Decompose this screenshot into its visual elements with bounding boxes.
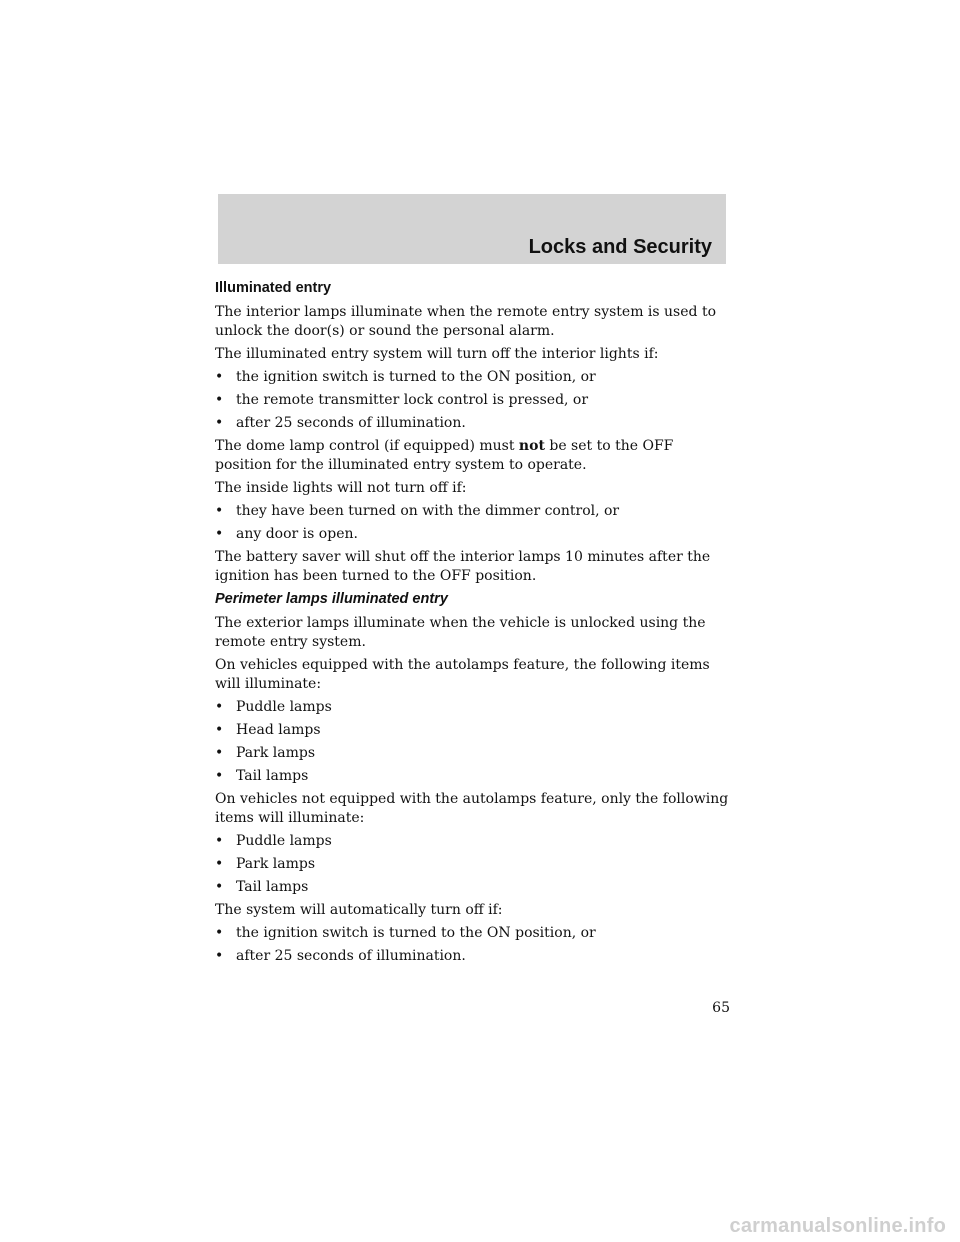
paragraph: The exterior lamps illuminate when the vehicle is unlocked using the remote entry system. [215,615,706,650]
paragraph: The illuminated entry system will turn off the interior lights if: [215,346,659,362]
list-item: • Puddle lamps [215,699,332,715]
emphasis-not: not [518,438,545,454]
watermark: carmanualsonline.info [729,1215,946,1237]
list-item: • Park lamps [215,745,316,761]
bullet-list [215,832,730,897]
bullet-list [215,698,730,786]
bullet-list [215,368,730,433]
list-item: • Park lamps [215,856,316,872]
list-item: • the ignition switch is turned to the ON position, or [215,369,596,385]
bullet-list [215,924,730,966]
paragraph: The interior lamps illuminate when the remote entry system is used to unlock the door(s) or sound the personal alarm. [215,304,716,339]
page-number: 65 [712,1000,730,1016]
paragraph: On vehicles not equipped with the autolamps feature, only the following items will illuminate: [215,791,729,826]
list-item: • any door is open. [215,526,358,542]
paragraph: The inside lights will not turn off if: [215,480,467,496]
list-item: • Puddle lamps [215,833,332,849]
paragraph: The system will automatically turn off if: [215,902,503,918]
section-title: Locks and Security [528,236,712,258]
page-content [215,276,730,970]
list-item: • Tail lamps [215,768,309,784]
paragraph: The battery saver will shut off the interior lamps 10 minutes after the ignition has been turned to the OFF position. [215,549,711,584]
list-item: • the remote transmitter lock control is pressed, or [215,392,589,408]
section-header [218,194,726,264]
list-item: • Tail lamps [215,879,309,895]
list-item: • Head lamps [215,722,321,738]
paragraph: The dome lamp control (if equipped) must not be set to the OFF position for the illuminated entry system to operate. [215,438,674,473]
heading-illuminated-entry: Illuminated entry [215,280,332,296]
paragraph: On vehicles equipped with the autolamps feature, the following items will illuminate: [215,657,710,692]
bullet-list [215,502,730,544]
list-item: • they have been turned on with the dimmer control, or [215,503,620,519]
heading-perimeter-lamps: Perimeter lamps illuminated entry [215,591,448,607]
list-item: • after 25 seconds of illumination. [215,948,466,964]
list-item: • the ignition switch is turned to the ON position, or [215,925,596,941]
list-item: • after 25 seconds of illumination. [215,415,466,431]
